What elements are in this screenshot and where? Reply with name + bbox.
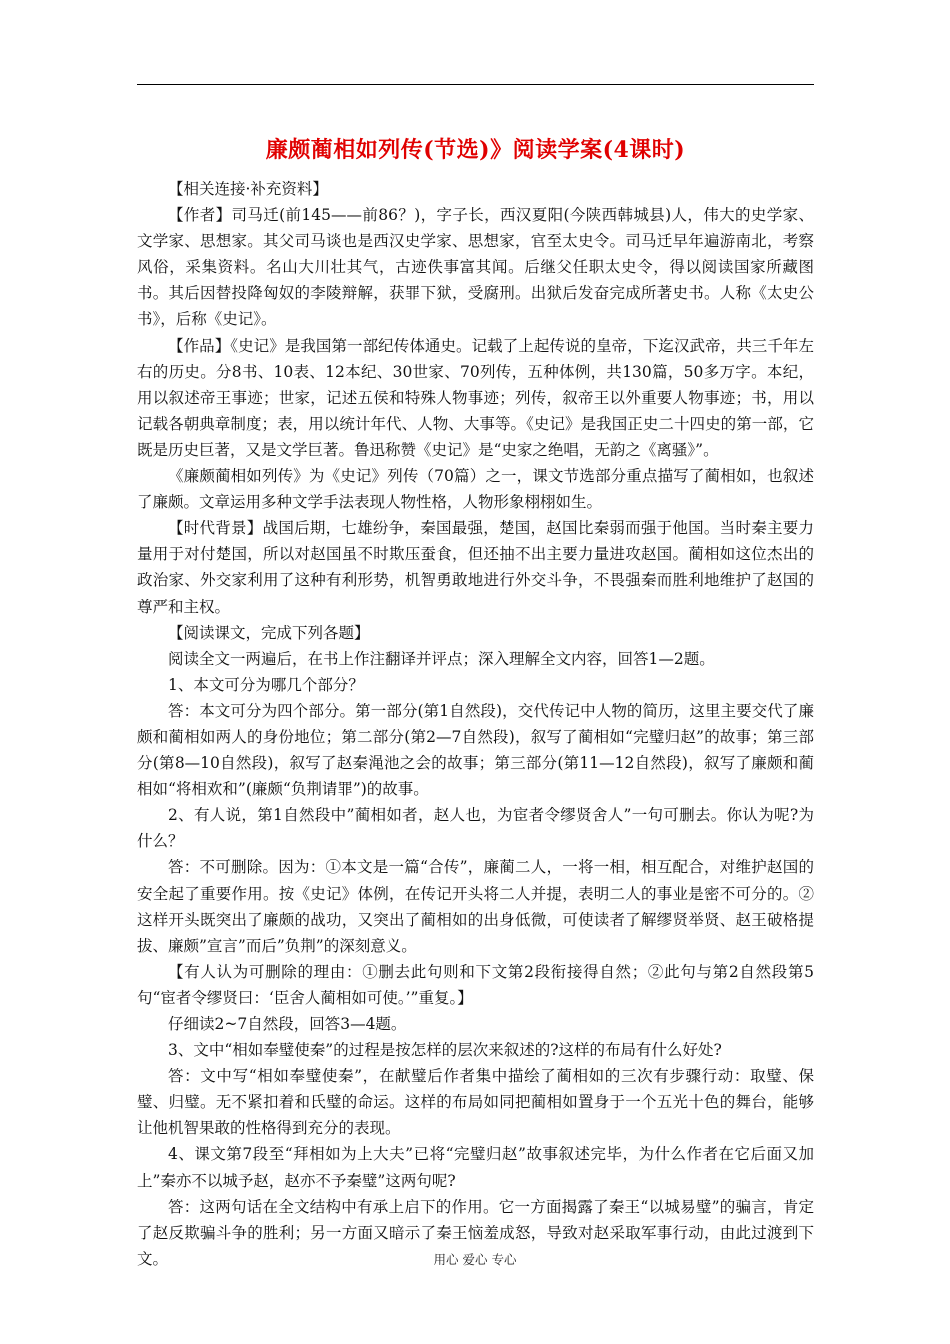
- paragraph-lianpo-biography: 《廉颇蔺相如列传》为《史记》列传（70篇）之一，课文节选部分重点描写了蔺相如，也叙述了廉颇。文章运用多种文学手法表现人物性格，人物形象栩栩如生。: [137, 467, 814, 512]
- question-3: 3、文中“相如奉璧使秦”的过程是按怎样的层次来叙述的?这样的布局有什么好处?: [168, 1041, 722, 1060]
- paragraph-author: 【作者】司马迁(前145——前86？)，字子长，西汉夏阳(今陕西韩城县)人，伟大的史学家、文学家、思想家。其父司马谈也是西汉史学家、思想家，官至太史令。司马迁早年遍游南北，考察风俗，采集资料。名山大川壮其气，古迹佚事富其闻。后继父任职太史令，得以阅读国家所藏图书。其后因替投降匈奴的李陵辩解，获罪下狱，受腐刑。出狱后发奋完成所著史书。人称《太史公书》，后称《史记》。: [137, 206, 814, 329]
- header-rule: [137, 84, 814, 85]
- section-heading-supplementary: 【相关连接·补充资料】: [168, 180, 328, 198]
- document-body: [137, 176, 814, 1272]
- question-4: 4、课文第7段至“拜相如为上大夫”已将“完璧归赵”故事叙述完毕，为什么作者在它后面又加上”秦亦不以城予赵，赵亦不予秦璧”这两句呢?: [137, 1145, 814, 1190]
- answer-1: 答：本文可分为四个部分。第一部分(第1自然段)，交代传记中人物的简历，这里主要交代了廉颇和蔺相如两人的身份地位；第二部分(第2—7自然段)，叙写了蔺相如“完璧归赵”的故事；第三部分(第8—10自然段)，叙写了赵秦渑池之会的故事；第三部分(第11—12自然段)，叙写了廉颇和蔺相如“将相欢和”(廉颇“负荆请罪”)的故事。: [137, 701, 814, 799]
- paragraph-reading-instruction: 阅读全文一两遍后，在书上作注翻译并评点；深入理解全文内容，回答1—2题。: [168, 649, 715, 668]
- answer-2: 答：不可删除。因为：①本文是一篇“合传”，廉蔺二人，一将一相，相互配合，对维护赵国的安全起了重要作用。按《史记》体例，在传记开头将二人并提，表明二人的事业是密不可分的。②这样开头既突出了廉颇的战功，又突出了蔺相如的出身低微，可使读者了解缪贤举贤、赵王破格提拔、廉颇”宣言”而后”负荆”的深刻意义。: [137, 858, 814, 955]
- question-1: 1、本文可分为哪几个部分？: [168, 675, 364, 694]
- answer-4: 答：这两句话在全文结构中有承上启下的作用。它一方面揭露了秦王“以城易璧”的骗言，肯定了赵反欺骗斗争的胜利；另一方面又暗示了秦王恼羞成怒，导致对赵采取军事行动，由此过渡到下文。: [137, 1197, 814, 1268]
- answer-3: 答：文中写“相如奉璧使秦”，在献璧后作者集中描绘了蔺相如的三次有步骤行动：取璧、保璧、归璧。无不紧扣着和氏璧的命运。这样的布局如同把蔺相如置身于一个五光十色的舞台，能够让他机智果敢的性格得到充分的表现。: [137, 1067, 814, 1138]
- question-2: 2、有人说，第1自然段中”蔺相如者，赵人也，为宦者令缪贤舍人”一句可删去。你认为呢?为什么？: [137, 806, 814, 851]
- note-deletion-reasons: 【有人认为可删除的理由：①删去此句则和下文第2段衔接得自然；②此句与第2自然段第5句“宦者令缪贤曰：‘臣舍人蔺相如可使。’”重复。】: [137, 962, 814, 1007]
- document-title: 廉颇蔺相如列传(节选)》阅读学案(4课时): [265, 137, 686, 163]
- section-heading-reading: 【阅读课文，完成下列各题】: [168, 623, 370, 642]
- paragraph-background: 【时代背景】战国后期，七雄纷争，秦国最强，楚国，赵国比秦弱而强于他国。当时秦主要力量用于对付楚国，所以对赵国虽不时欺压蚕食，但还抽不出主要力量进攻赵国。蔺相如这位杰出的政治家、外交家利用了这种有利形势，机智勇敢地进行外交斗争，不畏强秦而胜利地维护了赵国的尊严和主权。: [137, 519, 814, 616]
- paragraph-reading-instruction-2: 仔细读2~7自然段，回答3—4题。: [168, 1015, 407, 1033]
- page-footer: 用心 爱心 专心: [433, 1252, 517, 1267]
- paragraph-work: 【作品】《史记》是我国第一部纪传体通史。记载了上起传说的皇帝，下迄汉武帝，共三千年左右的历史。分8书、10表、12本纪、30世家、70列传，五种体例，共130篇，50多万字。本纪，用以叙述帝王事迹；世家，记述五侯和特殊人物事迹；列传，叙帝王以外重要人物事迹；书，用以记载各朝典章制度；表，用以统计年代、人物、大事等。《史记》是我国正史二十四史的第一部，它既是历史巨著，又是文学巨著。鲁迅称赞《史记》是“史家之绝唱，无韵之《离骚》”。: [137, 336, 814, 459]
